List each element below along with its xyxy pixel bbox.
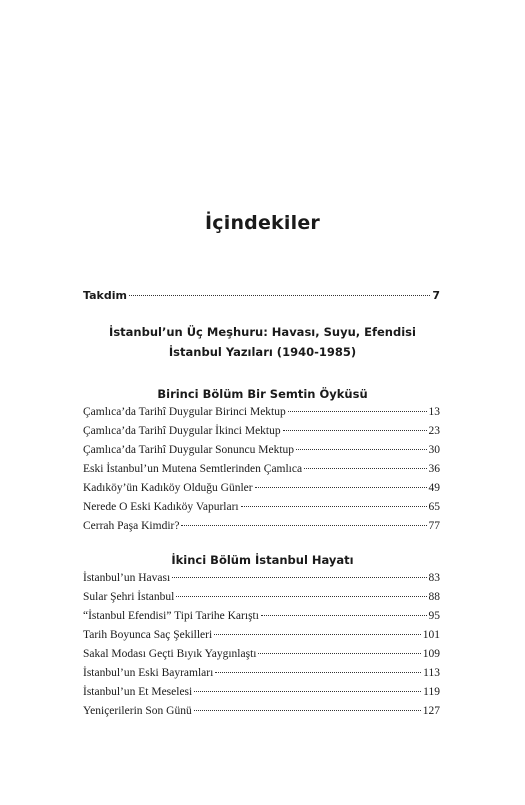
toc-entry-page: 119	[423, 686, 440, 698]
toc-entry[interactable]	[83, 648, 440, 667]
dot-leader	[258, 653, 420, 654]
toc-entry-page: 30	[428, 444, 440, 456]
section-1-entries	[83, 406, 440, 539]
toc-entry[interactable]	[83, 705, 440, 724]
toc-entry[interactable]	[83, 629, 440, 648]
toc-entry-label: İstanbul’un Havası	[83, 572, 171, 584]
dot-leader	[214, 634, 421, 635]
toc-entry-page: 113	[423, 667, 440, 679]
dot-leader	[304, 468, 426, 469]
toc-entry-label: Eski İstanbul’un Mutena Semtlerinden Çamlıca	[83, 463, 303, 475]
toc-entry[interactable]	[83, 482, 440, 501]
toc-entry-label: Çamlıca’da Tarihî Duygular İkinci Mektup	[83, 425, 281, 437]
toc-entry-label: Kadıköy’ün Kadıköy Olduğu Günler	[83, 482, 253, 494]
dot-leader	[288, 411, 427, 412]
toc-entry-page: 95	[428, 610, 440, 622]
book-title-line-1: İstanbul’un Üç Meşhuru: Havası, Suyu, Efendisi	[109, 325, 416, 339]
dot-leader	[176, 596, 426, 597]
page-title: İçindekiler	[205, 211, 320, 234]
toc-entry-page: 7	[432, 289, 440, 302]
toc-entry-label: İstanbul’un Eski Bayramları	[83, 667, 214, 679]
toc-entry-page: 109	[422, 648, 440, 660]
dot-leader	[129, 295, 430, 296]
toc-entry-page: 65	[428, 501, 440, 513]
toc-entry-label: Çamlıca’da Tarihî Duygular Birinci Mektup	[83, 406, 286, 418]
toc-entry-page: 83	[428, 572, 440, 584]
toc-entry[interactable]	[83, 463, 440, 482]
toc-entry-label: İstanbul’un Et Meselesi	[83, 686, 193, 698]
section-2-entries	[83, 572, 440, 724]
toc-entry[interactable]	[83, 667, 440, 686]
toc-entry[interactable]	[83, 591, 440, 610]
toc-entry-page: 23	[428, 425, 440, 437]
dot-leader	[255, 487, 427, 488]
toc-entry[interactable]	[83, 686, 440, 705]
toc-entry-label: Takdim	[83, 289, 127, 302]
toc-entry-label: Sakal Modası Geçti Bıyık Yaygınlaştı	[83, 648, 257, 660]
toc-entry-page: 13	[428, 406, 440, 418]
toc-entry-label: Nerede O Eski Kadıköy Vapurları	[83, 501, 239, 513]
dot-leader	[241, 506, 427, 507]
toc-entry-label: Tarih Boyunca Saç Şekilleri	[83, 629, 213, 641]
dot-leader	[283, 430, 427, 431]
toc-entry[interactable]	[83, 501, 440, 520]
toc-entry-page: 127	[422, 705, 440, 717]
section-heading-1: Birinci Bölüm Bir Semtin Öyküsü	[157, 387, 368, 401]
dot-leader	[296, 449, 426, 450]
dot-leader	[194, 691, 421, 692]
dot-leader	[172, 577, 426, 578]
toc-entry[interactable]	[83, 610, 440, 629]
toc-entry-page: 101	[422, 629, 440, 641]
dot-leader	[181, 525, 426, 526]
toc-entry-page: 77	[428, 520, 440, 532]
dot-leader	[194, 710, 421, 711]
toc-entry-label: Sular Şehri İstanbul	[83, 591, 175, 603]
toc-entry[interactable]	[83, 444, 440, 463]
book-title-line-2: İstanbul Yazıları (1940-1985)	[168, 345, 357, 359]
toc-entry[interactable]	[83, 572, 440, 591]
toc-entry-page: 36	[428, 463, 440, 475]
dot-leader	[261, 615, 427, 616]
toc-entry-label: “İstanbul Efendisi” Tipi Tarihe Karıştı	[83, 610, 259, 622]
dot-leader	[215, 672, 421, 673]
toc-entry-label: Yeniçerilerin Son Günü	[83, 705, 192, 717]
section-heading-2: İkinci Bölüm İstanbul Hayatı	[171, 553, 354, 567]
toc-entry[interactable]	[83, 406, 440, 425]
toc-entry[interactable]	[83, 425, 440, 444]
toc-entry-takdim[interactable]	[83, 289, 440, 302]
toc-entry-page: 49	[428, 482, 440, 494]
toc-entry-label: Çamlıca’da Tarihî Duygular Sonuncu Mektup	[83, 444, 295, 456]
toc-entry-label: Cerrah Paşa Kimdir?	[83, 520, 180, 532]
toc-entry[interactable]	[83, 520, 440, 539]
toc-entry-page: 88	[428, 591, 440, 603]
